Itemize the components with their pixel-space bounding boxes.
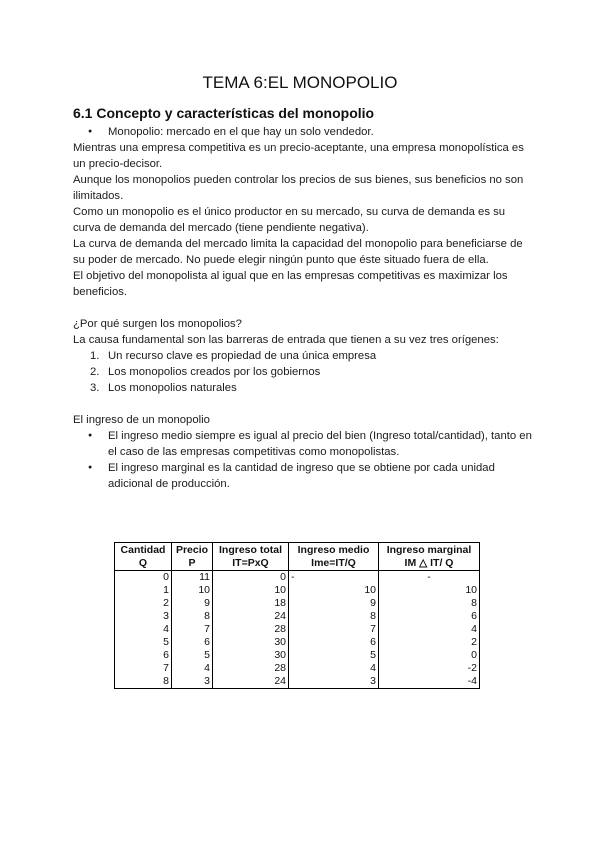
- paragraph: La causa fundamental son las barreras de entrada que tienen a su vez tres orígenes:: [73, 334, 499, 346]
- paragraph: La curva de demanda del mercado limita la capacidad del monopolio para beneficiarse de su poder de mercado. No puede elegir ningún punto que éste situado fuera de ella.: [73, 238, 523, 266]
- question-line: ¿Por qué surgen los monopolios?: [73, 318, 242, 330]
- bullet-monopolio: ● Monopolio: mercado en el que hay un solo vendedor.: [73, 124, 533, 140]
- table-row: 5 6 30 6 2: [115, 636, 480, 649]
- list-item: 1. Un recurso clave es propiedad de una única empresa: [90, 350, 377, 362]
- income-table: [114, 542, 480, 689]
- table-row: 8 3 24 3 -4: [115, 675, 480, 689]
- list-item: 2. Los monopolios creados por los gobiernos: [90, 366, 321, 378]
- table-row: 1 10 10 10 10: [115, 584, 480, 597]
- table-row: 4 7 28 7 4: [115, 623, 480, 636]
- body-text: [73, 124, 533, 492]
- income-heading: El ingreso de un monopolio: [73, 414, 210, 426]
- table-header-row: [115, 543, 480, 571]
- paragraph: El objetivo del monopolista al igual que en las empresas competitivas es maximizar los beneficios.: [73, 270, 508, 298]
- list-item: ● El ingreso marginal es la cantidad de ingreso que se obtiene por cada unidad adicional de producción.: [73, 460, 533, 492]
- paragraph: Aunque los monopolios pueden controlar los precios de sus bienes, sus beneficios no son ilimitados.: [73, 174, 524, 202]
- paragraph: Como un monopolio es el único productor en su mercado, su curva de demanda es su curva de demanda del mercado (tiene pendiente negativa).: [73, 206, 506, 234]
- table-row: 6 5 30 5 0: [115, 649, 480, 662]
- paragraph: Mientras una empresa competitiva es un precio-aceptante, una empresa monopolística es un precio-decisor.: [73, 142, 524, 170]
- intro-bullets: [73, 124, 533, 140]
- table-row: 3 8 24 8 6: [115, 610, 480, 623]
- col-header-ingreso-marginal: Ingreso marginal IM △ IT/ Q: [379, 543, 480, 571]
- income-bullets: [73, 428, 533, 492]
- col-header-ingreso-medio: Ingreso medio Ime=IT/Q: [289, 543, 379, 571]
- page-title: TEMA 6:EL MONOPOLIO: [202, 73, 398, 92]
- origins-list: [73, 348, 533, 396]
- list-item: 3. Los monopolios naturales: [90, 382, 237, 394]
- col-header-ingreso-total: Ingreso total IT=PxQ: [213, 543, 289, 571]
- table-row: 0 11 0 - -: [115, 571, 480, 585]
- section-heading: 6.1 Concepto y características del monopolio: [73, 105, 375, 121]
- list-item: ● El ingreso medio siempre es igual al precio del bien (Ingreso total/cantidad), tanto en el caso de las empresas competitivas como monopolistas.: [73, 428, 533, 460]
- table-row: 2 9 18 9 8: [115, 597, 480, 610]
- col-header-precio: Precio P: [172, 543, 213, 571]
- col-header-cantidad: Cantidad Q: [115, 543, 172, 571]
- table-row: 7 4 28 4 -2: [115, 662, 480, 675]
